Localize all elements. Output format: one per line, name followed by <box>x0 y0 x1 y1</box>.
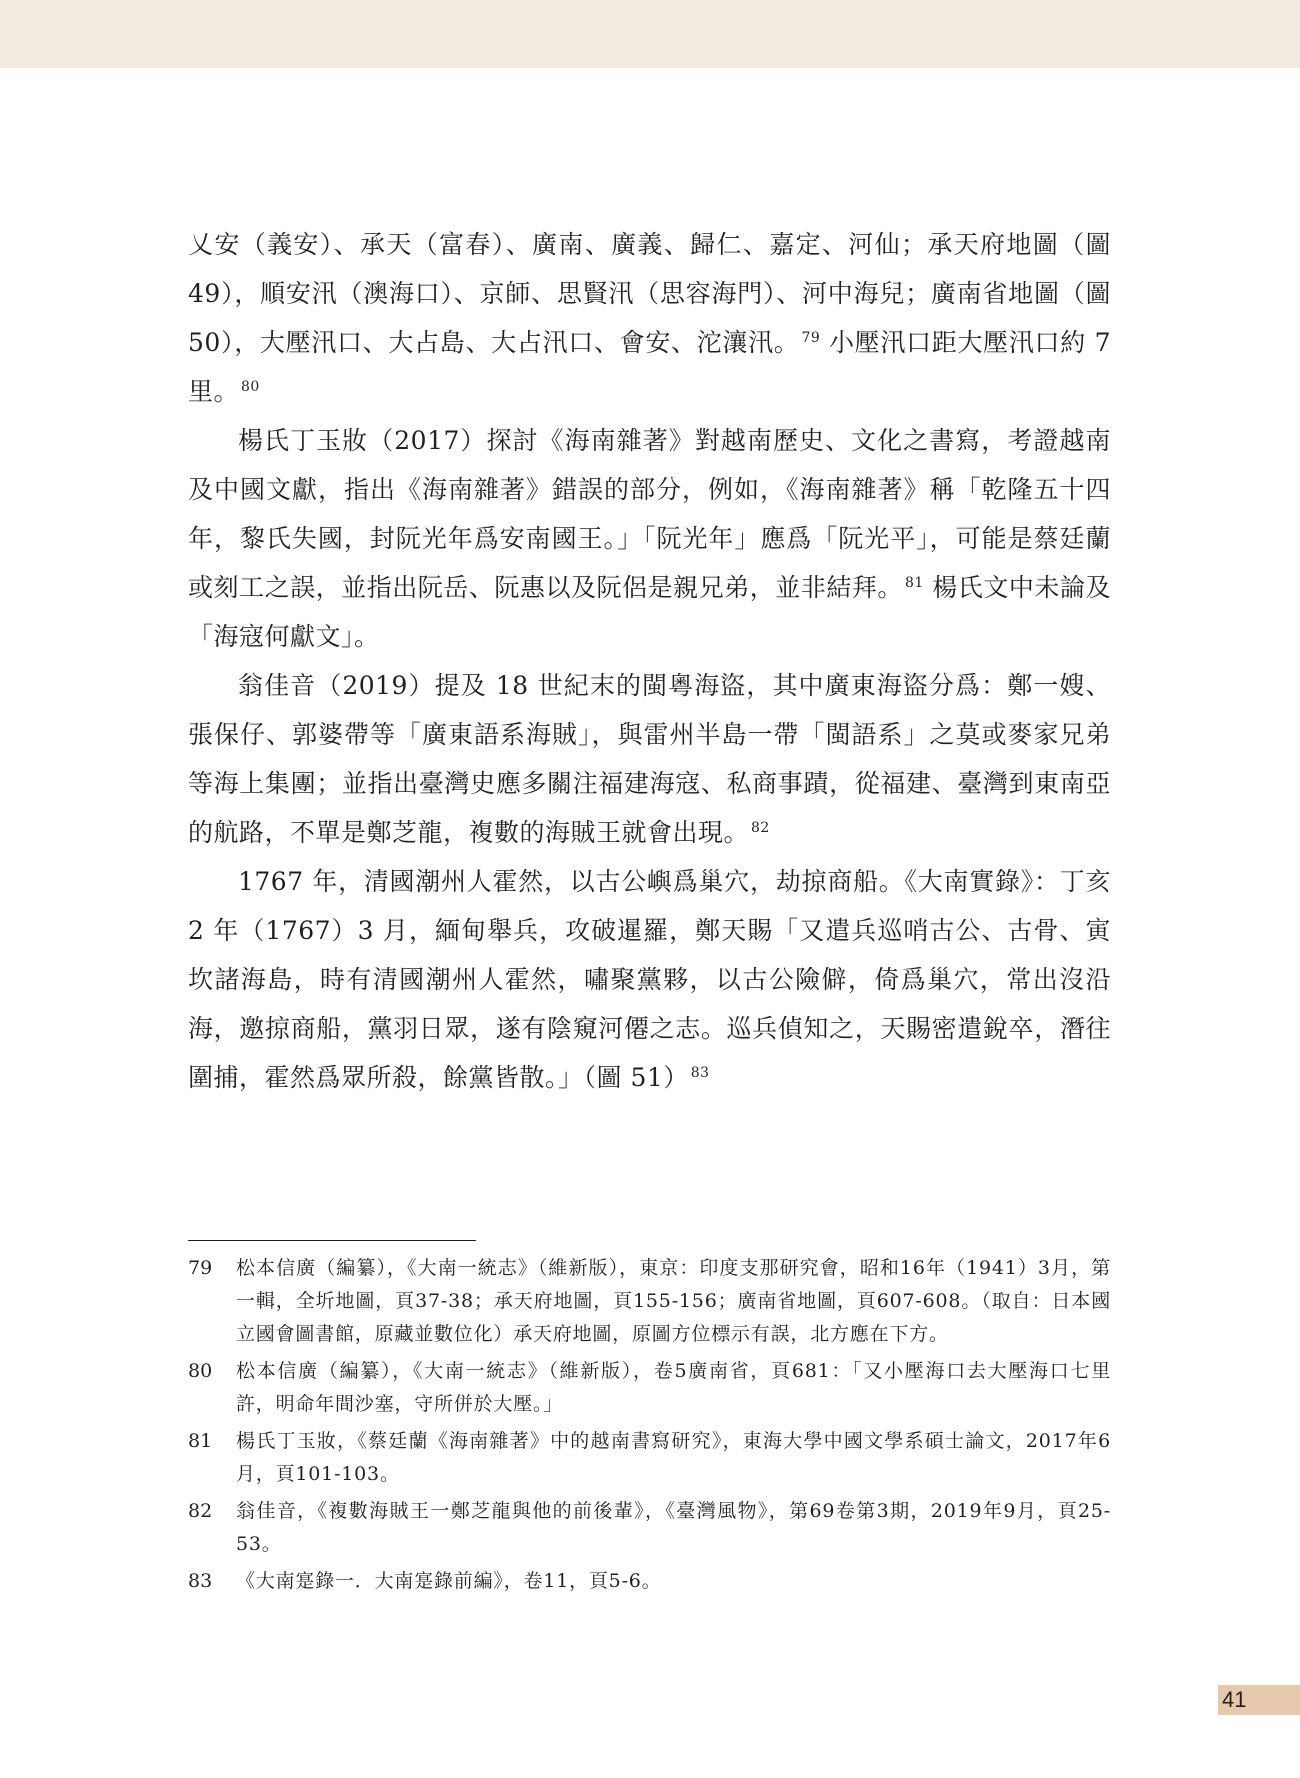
footnote-number: 81 <box>188 1430 213 1452</box>
footnote-text: 《大南寔錄一．大南寔錄前編》，卷11，頁5-6。 <box>236 1570 662 1592</box>
footnote-number: 83 <box>188 1570 213 1592</box>
footnote-ref-83[interactable]: 83 <box>690 1065 710 1081</box>
footnote-number: 82 <box>188 1500 213 1522</box>
paragraph-2 <box>188 416 1111 661</box>
paragraph-text: 乂安（義安）、承天（富春）、廣南、廣義、歸仁、嘉定、河仙；承天府地圖（圖 49），順安汛（澳海口）、京師、思賢汛（思容海門）、河中海兒；廣南省地圖（圖 50），大壓汛口、大占島、大占汛口、會安、沱瀼汛。 <box>188 230 1111 357</box>
footnote-ref-82[interactable]: 82 <box>751 820 770 836</box>
page-number: 41 <box>1222 1687 1247 1712</box>
footnote-80 <box>188 1355 1111 1421</box>
paragraph-text: 翁佳音（2019）提及 18 世紀末的閩粵海盜，其中廣東海盜分爲：鄭一嫂、張保仔、郭婆帶等「廣東語系海賊」，與雷州半島一帶「閩語系」之莫或麥家兄弟等海上集團；並指出臺灣史應多關注福建海寇、私商事蹟，從福建、臺灣到東南亞的航路，不單是鄭芝龍，複數的海賊王就會出現。 <box>188 671 1111 847</box>
footnote-text: 楊氏丁玉妝，《蔡廷蘭《海南雜著》中的越南書寫研究》，東海大學中國文學系碩士論文，2017年6月，頁101-103。 <box>236 1430 1111 1485</box>
paragraph-4 <box>188 857 1111 1102</box>
footnote-82 <box>188 1495 1111 1561</box>
paragraph-text: 楊氏文中未論及「海寇何獻文」。 <box>188 573 1111 651</box>
paragraph-1 <box>188 220 1111 416</box>
footnote-ref-81[interactable]: 81 <box>904 575 924 591</box>
top-header-band <box>0 0 1300 68</box>
paragraph-text: 1767 年，清國潮州人霍然，以古公嶼爲巢穴，劫掠商船。《大南實錄》：丁亥 2 年（1767）3 月，緬甸舉兵，攻破暹羅，鄭天賜「又遣兵巡哨古公、古骨、寅坎諸海島，時有清國潮州人霍然，嘯聚黨夥，以古公險僻，倚爲巢穴，常出沒沿海，邀掠商船，黨羽日眾，遂有陰窺河僊之志。巡兵偵知之，天賜密遣銳卒，潛往圍捕，霍然爲眾所殺，餘黨皆散。」（圖 51） <box>188 867 1111 1092</box>
footnote-separator <box>188 1240 476 1241</box>
footnote-81 <box>188 1425 1111 1491</box>
footnote-ref-79[interactable]: 79 <box>801 330 821 346</box>
footnote-79 <box>188 1252 1111 1351</box>
footnote-text: 松本信廣（編纂），《大南一統志》（維新版），卷5廣南省，頁681：「又小壓海口去大壓海口七里許，明命年間沙塞，守所併於大壓。」 <box>236 1360 1111 1415</box>
paragraph-text: 小壓汛口距大壓汛口約 7 里。 <box>188 328 1111 406</box>
paragraph-3 <box>188 661 1111 857</box>
footnote-ref-80[interactable]: 80 <box>241 379 260 395</box>
footnote-83 <box>188 1565 1111 1598</box>
footnote-text: 松本信廣（編纂），《大南一統志》（維新版），東京：印度支那研究會，昭和16年（1941）3月，第一輯，全圻地圖，頁37-38；承天府地圖，頁155-156；廣南省地圖，頁607-608。（取自：日本國立國會圖書館，原藏並數位化）承天府地圖，原圖方位標示有誤，北方應在下方。 <box>236 1257 1111 1345</box>
paragraph-text: 楊氏丁玉妝（2017）探討《海南雜著》對越南歷史、文化之書寫，考證越南及中國文獻，指出《海南雜著》錯誤的部分，例如，《海南雜著》稱「乾隆五十四年，黎氏失國，封阮光年爲安南國王。」「阮光年」應爲「阮光平」，可能是蔡廷蘭或刻工之誤，並指出阮岳、阮惠以及阮侶是親兄弟，並非結拜。 <box>188 426 1111 602</box>
footnotes <box>188 1252 1111 1602</box>
footnote-text: 翁佳音，《複數海賊王一鄭芝龍與他的前後輩》，《臺灣風物》，第69卷第3期，2019年9月，頁25-53。 <box>236 1500 1111 1555</box>
footnote-number: 80 <box>188 1360 213 1382</box>
footnote-number: 79 <box>188 1257 213 1279</box>
main-body-text <box>188 220 1111 1102</box>
